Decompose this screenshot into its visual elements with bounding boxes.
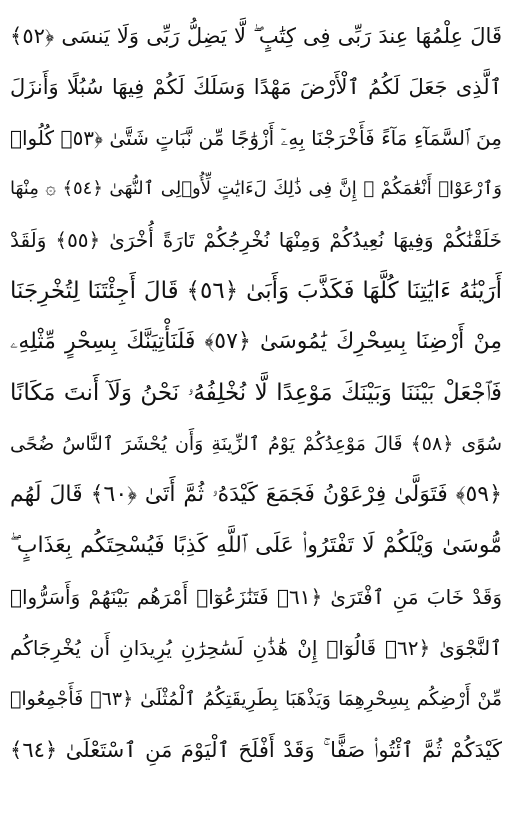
verse-line [10, 61, 502, 113]
verse-line [10, 622, 502, 674]
verse-line [10, 10, 502, 62]
verse-line [10, 112, 502, 164]
verse-line-text: ﴿٥٩﴾ فَتَوَلَّىٰ فِرْعَوْنُ فَجَمَعَ كَيْدَهُۥ ثُمَّ أَتَىٰ ﴿٦٠﴾ قَالَ لَهُم [10, 482, 502, 507]
verse-line [10, 469, 502, 521]
verse-line [10, 163, 502, 215]
verse-line-text: ٱلَّذِى جَعَلَ لَكُمُ ٱلْأَرْضَ مَهْدًا وَسَلَكَ لَكُمْ فِيهَا سُبُلًا وَأَنزَلَ [10, 74, 502, 99]
verse-line [10, 367, 502, 419]
verse-line-text: كَيْدَكُمْ ثُمَّ ٱئْتُوا۟ صَفًّا ۚ وَقَدْ أَفْلَحَ ٱلْيَوْمَ مَنِ ٱسْتَعْلَىٰ ﴿٦٤﴾ [10, 737, 502, 762]
verse-line-text: وَٱرْعَوْا۟ أَنْعَٰمَكُمْ ۗ إِنَّ فِى ذَٰلِكَ لَءَايَٰتٍ لِّأُو۟لِى ٱلنُّهَىٰ ﴿٥٤﴾ ۞ مِنْهَا [10, 178, 502, 199]
verse-line [10, 316, 502, 368]
verse-line [10, 265, 502, 317]
verse-line-text: مُّوسَىٰ وَيْلَكُمْ لَا تَفْتَرُوا۟ عَلَى ٱللَّهِ كَذِبًا فَيُسْحِتَكُم بِعَذَابٍ ۖ [10, 533, 502, 558]
verse-line-text: وَقَدْ خَابَ مَنِ ٱفْتَرَىٰ ﴿٦١﴾ فَتَنَٰزَعُوٓا۟ أَمْرَهُم بَيْنَهُمْ وَأَسَرُّوا۟ [10, 585, 502, 609]
verse-line-text: قَالَ عِلْمُهَا عِندَ رَبِّى فِى كِتَٰبٍ ۖ لَّا يَضِلُّ رَبِّى وَلَا يَنسَى ﴿٥٢﴾ [10, 23, 502, 48]
verse-line-text: مِنْ أَرْضِنَا بِسِحْرِكَ يَٰمُوسَىٰ ﴿٥٧﴾ فَلَنَأْتِيَنَّكَ بِسِحْرٍ مِّثْلِهِۦ [10, 329, 502, 354]
verse-line [10, 724, 502, 776]
verse-line-text: ٱلنَّجْوَىٰ ﴿٦٢﴾ قَالُوٓا۟ إِنْ هَٰذَٰنِ لَسَٰحِرَٰنِ يُرِيدَانِ أَن يُخْرِجَاكُم [10, 636, 502, 660]
verse-line-text: أَرَيْنَٰهُ ءَايَٰتِنَا كُلَّهَا فَكَذَّبَ وَأَبَىٰ ﴿٥٦﴾ قَالَ أَجِئْتَنَا لِتُخْرِجَنَا [10, 277, 502, 304]
verse-line [10, 214, 502, 266]
verse-line [10, 673, 502, 725]
verse-line [10, 571, 502, 623]
verse-line [10, 418, 502, 470]
verse-line-text: سُوًى ﴿٥٨﴾ قَالَ مَوْعِدُكُمْ يَوْمُ ٱلزِّينَةِ وَأَن يُحْشَرَ ٱلنَّاسُ ضُحًى [10, 432, 502, 455]
verse-line-text: فَٱجْعَلْ بَيْنَنَا وَبَيْنَكَ مَوْعِدًا لَّا نُخْلِفُهُۥ نَحْنُ وَلَآ أَنتَ مَكَانًا [10, 379, 502, 406]
verse-line-text: مِنَ ٱلسَّمَآءِ مَآءً فَأَخْرَجْنَا بِهِۦٓ أَزْوَٰجًا مِّن نَّبَاتٍ شَتَّىٰ ﴿٥٣﴾ كُلُوا۟ [10, 126, 502, 150]
verse-line-text: مِّنْ أَرْضِكُم بِسِحْرِهِمَا وَيَذْهَبَا بِطَرِيقَتِكُمُ ٱلْمُثْلَىٰ ﴿٦٣﴾ فَأَجْمِعُوا۟ [10, 687, 502, 710]
verse-line-text: خَلَقْنَٰكُمْ وَفِيهَا نُعِيدُكُمْ وَمِنْهَا نُخْرِجُكُمْ تَارَةً أُخْرَىٰ ﴿٥٥﴾ وَلَقَدْ [10, 228, 502, 252]
verse-line [10, 520, 502, 572]
